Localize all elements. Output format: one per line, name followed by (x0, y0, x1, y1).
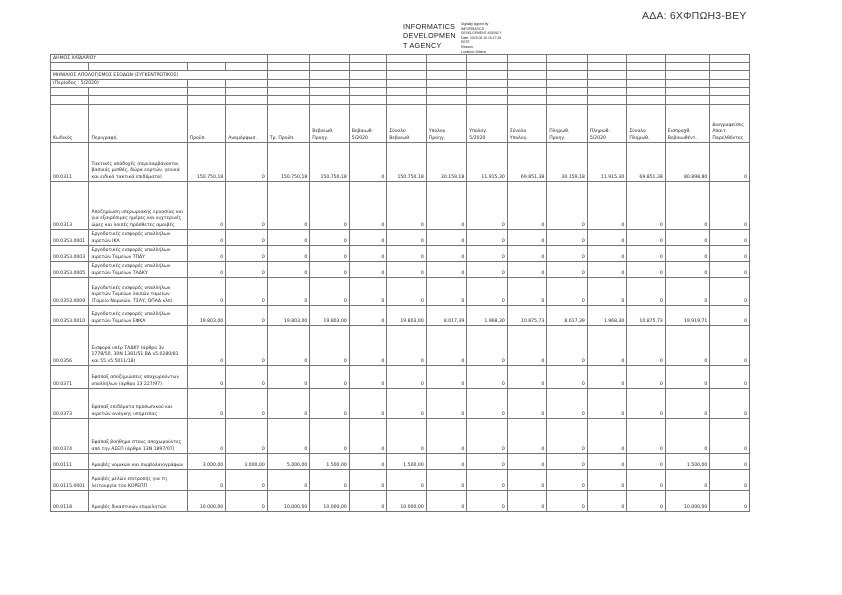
row-value: 3.000,00 (187, 454, 225, 470)
row-value: 0 (467, 326, 508, 366)
row-value: 150.750,18 (187, 143, 225, 182)
row-value: 0 (627, 470, 665, 491)
row-value: 0 (665, 262, 710, 278)
row-value: 0 (665, 366, 710, 389)
row-value: 0 (426, 246, 467, 262)
row-value: 0 (547, 182, 588, 230)
row-value: 0 (349, 262, 386, 278)
row-value: 0 (387, 182, 427, 230)
column-header: Σύνολο Πληρωθ. (627, 105, 665, 143)
column-header: Προϋπ. (187, 105, 225, 143)
row-value: 0 (587, 230, 627, 246)
row-value: 30.159,18 (426, 143, 467, 182)
row-value: 19.803,00 (187, 306, 225, 326)
meta-row-section (51, 71, 750, 80)
row-value: 0 (507, 182, 547, 230)
column-header: Διαγραφείσες Απαιτ. Παρελθόντος (710, 105, 750, 143)
row-value: 0 (710, 491, 750, 512)
row-value: 0 (310, 470, 350, 491)
row-value: 0 (267, 278, 310, 306)
row-value: 0 (387, 366, 427, 389)
column-header: Υπολογ. Προηγ. (426, 105, 467, 143)
row-value: 0 (507, 230, 547, 246)
row-value: 0 (710, 366, 750, 389)
row-description: Εργοδοτικές εισφορές υπαλλήλων αιρετών Ταμείων ΕΦΚΑ (89, 306, 187, 326)
row-value: 0 (349, 278, 386, 306)
row-value: 0 (710, 182, 750, 230)
signature-line: Digitally signed by (461, 22, 489, 26)
row-code: 00.0374 (51, 419, 89, 454)
row-value: 0 (507, 262, 547, 278)
row-value: 0 (426, 230, 467, 246)
row-value: 0 (547, 366, 588, 389)
row-value: 0 (467, 230, 508, 246)
row-value: 10.875,73 (627, 306, 665, 326)
row-value: 0 (310, 419, 350, 454)
table-row (51, 246, 750, 262)
column-header: Σύνολο Βεβαιωθ. (387, 105, 427, 143)
row-value: 0 (627, 278, 665, 306)
row-value: 0 (226, 182, 268, 230)
row-value: 0 (226, 326, 268, 366)
row-code: 00.0311 (51, 143, 89, 182)
row-code: 00.0373 (51, 389, 89, 419)
report-period: (Περίοδος : 5/2020) (51, 80, 188, 88)
row-value: 0 (627, 419, 665, 454)
row-value: 0 (187, 278, 225, 306)
revenue-report-table (50, 54, 750, 512)
row-value: 0 (267, 262, 310, 278)
row-value: 0 (665, 246, 710, 262)
row-value: 0 (587, 366, 627, 389)
row-value: 19.803,00 (387, 306, 427, 326)
row-value: 8.017,39 (426, 306, 467, 326)
row-value: 0 (547, 262, 588, 278)
row-value: 0 (349, 182, 386, 230)
row-description: Εισφορά υπέρ ΤΑΔΚΥ (άρθρο 3ν 1778/50, 30Ν 1381/51 ΒΔ ν5.0280/81 και 55 ν5.5011/18) (89, 326, 187, 366)
row-value: 0 (547, 470, 588, 491)
signature-line: EEST (461, 40, 470, 45)
row-code: 00.0353.0005 (51, 262, 89, 278)
row-description: Τακτικές αποδοχές (περιλαμβάνονται βασικός μισθός, δώρα εορτών, γενικά και ειδικά τακτικά επιδόματα) (89, 143, 187, 182)
row-value: 0 (467, 182, 508, 230)
column-header: Υπολογ. 5/2020 (467, 105, 508, 143)
row-value: 0 (587, 470, 627, 491)
row-value: 0 (710, 143, 750, 182)
row-value: 1.500,00 (387, 454, 427, 470)
table-row (51, 454, 750, 470)
row-value: 0 (226, 143, 268, 182)
row-value: 150.750,18 (387, 143, 427, 182)
row-value: 0 (267, 246, 310, 262)
row-value: 0 (627, 230, 665, 246)
column-header: Βεβαιωθ. Προηγ. (310, 105, 350, 143)
row-value: 0 (507, 389, 547, 419)
row-value: 0 (226, 278, 268, 306)
column-header: Περιγραφή (89, 105, 187, 143)
row-value: 0 (349, 366, 386, 389)
row-value: 0 (665, 470, 710, 491)
row-value: 0 (507, 491, 547, 512)
signature-line: Location: Athens (461, 49, 487, 54)
org-name: ΔΗΜΟΣ ΧΑΪΔΑΡΙΟΥ (51, 55, 268, 63)
row-value: 0 (665, 419, 710, 454)
row-value: 0 (349, 326, 386, 366)
row-value: 0 (467, 246, 508, 262)
row-value: 0 (187, 419, 225, 454)
row-value: 3.000,00 (226, 454, 268, 470)
row-value: 0 (426, 389, 467, 419)
row-value: 0 (349, 491, 386, 512)
row-value: 0 (710, 262, 750, 278)
row-value: 0 (627, 454, 665, 470)
row-description: Αμοιβές νομικών και συμβολαιογράφων (89, 454, 187, 470)
row-value: 0 (226, 262, 268, 278)
row-code: 00.0356 (51, 326, 89, 366)
row-value: 0 (507, 419, 547, 454)
row-value: 0 (426, 454, 467, 470)
row-description: Αμοιβές μελών επιτροπής για τη λειτουργία του ΚΟΡΕΠΠ (89, 470, 187, 491)
row-value: 0 (387, 389, 427, 419)
row-value: 10.000,00 (310, 491, 350, 512)
row-value: 69.851,38 (507, 143, 547, 182)
row-value: 0 (547, 278, 588, 306)
meta-row-org (51, 55, 750, 63)
row-value: 0 (467, 278, 508, 306)
row-value: 0 (226, 306, 268, 326)
row-description: Αμοιβές δικαστικών επιμελητών (89, 491, 187, 512)
row-value: 0 (349, 454, 386, 470)
row-value: 0 (587, 389, 627, 419)
row-value: 0 (267, 389, 310, 419)
row-value: 10.875,73 (507, 306, 547, 326)
row-value: 0 (587, 491, 627, 512)
row-value: 0 (547, 389, 588, 419)
row-value: 0 (267, 470, 310, 491)
row-value: 0 (267, 230, 310, 246)
row-value: 0 (627, 262, 665, 278)
row-value: 0 (349, 143, 386, 182)
row-value: 0 (226, 389, 268, 419)
row-value: 0 (587, 262, 627, 278)
row-value: 0 (387, 419, 427, 454)
row-description: Εφάπαξ βοήθημα στους αποχωρούντες από την ΑΣΕΠ (άρθρο 13Ν 1897/07) (89, 419, 187, 454)
row-code: 00.0353.0009 (51, 278, 89, 306)
row-value: 0 (310, 366, 350, 389)
row-value: 0 (507, 246, 547, 262)
column-header: Τρ. Προϋπ. (267, 105, 310, 143)
signature-line: Reason: (461, 44, 474, 49)
row-value: 0 (710, 454, 750, 470)
row-value: 10.000,00 (267, 491, 310, 512)
row-description: Αποζημίωση υπερωριακής εργασίας και για εξαιρέσιμες ημέρες και νυχτερινές ώρες και λοιπές πρόσθετες αμοιβές (89, 182, 187, 230)
row-code: 00.0353.0003 (51, 246, 89, 262)
row-value: 0 (349, 470, 386, 491)
row-value: 19.803,00 (310, 306, 350, 326)
row-value: 0 (710, 278, 750, 306)
row-description: Εφάπαξ αποζημιώσεις αποχωρούντων υπαλλήλων (άρθρο 13 227/97) (89, 366, 187, 389)
ada-code: ΑΔΑ: 6ΧΦΠΩΗ3-ΒΕΥ (642, 10, 747, 22)
row-value: 0 (349, 246, 386, 262)
spacer-row (51, 88, 750, 96)
row-description: Εργοδοτικές εισφορές υπαλλήλων αιρετών ΙΚΑ (89, 230, 187, 246)
row-value: 30.159,18 (547, 143, 588, 182)
row-value: 0 (310, 182, 350, 230)
row-value: 0 (710, 246, 750, 262)
row-value: 0 (187, 366, 225, 389)
table-row (51, 306, 750, 326)
row-value: 0 (226, 470, 268, 491)
row-description: Εργοδοτικές εισφορές υπαλλήλων αιρετών Ταμείων λοιπών ταμείων (Ταμείο Νομικών, ΤΣΑΥ, ΟΠΑΔ κλπ) (89, 278, 187, 306)
row-value: 0 (226, 491, 268, 512)
row-value: 0 (587, 278, 627, 306)
row-code: 00.0115.0001 (51, 470, 89, 491)
row-value: 0 (710, 470, 750, 491)
row-value: 0 (547, 454, 588, 470)
row-value: 0 (310, 262, 350, 278)
logo-line: T AGENCY (403, 40, 442, 50)
signature-line: Date: 2020.06.15 15:17:26 (461, 35, 502, 40)
row-value: 0 (187, 326, 225, 366)
row-value: 0 (547, 491, 588, 512)
signature-line: DEVELOPMENT AGENCY (461, 31, 502, 36)
row-value: 0 (627, 366, 665, 389)
row-value: 0 (467, 470, 508, 491)
row-value: 0 (267, 366, 310, 389)
row-value: 0 (467, 262, 508, 278)
row-value: 0 (426, 470, 467, 491)
column-header: Πληρωθ. 5/2020 (587, 105, 627, 143)
column-header: Κωδικός (51, 105, 89, 143)
row-value: 1.968,30 (467, 306, 508, 326)
row-value: 19.919,71 (665, 306, 710, 326)
row-value: 0 (187, 246, 225, 262)
row-value: 0 (310, 326, 350, 366)
row-value: 0 (267, 419, 310, 454)
table-row (51, 389, 750, 419)
row-value: 0 (627, 326, 665, 366)
row-value: 0 (665, 278, 710, 306)
spacer-row (51, 63, 750, 71)
row-value: 0 (627, 491, 665, 512)
row-value: 10.000,00 (187, 491, 225, 512)
column-header: Βεβαιωθ. 5/2020 (349, 105, 386, 143)
row-value: 11.915,30 (587, 143, 627, 182)
row-value: 0 (587, 454, 627, 470)
row-value: 0 (587, 326, 627, 366)
row-value: 0 (187, 182, 225, 230)
column-header: Σύνολο Υπολογ. (507, 105, 547, 143)
row-value: 0 (467, 419, 508, 454)
column-header: Αναμόρφωσ. (226, 105, 268, 143)
row-value: 150.750,18 (310, 143, 350, 182)
table-row (51, 143, 750, 182)
table-row (51, 366, 750, 389)
row-value: 0 (587, 246, 627, 262)
report-title: ΜΗΝΙΑΙΟΣ ΑΠΟΛΟΓΙΣΜΟΣ ΕΣΟΔΩΝ (ΣΥΓΚΕΝΤΡΩΤΙΚΟΣ) (51, 71, 268, 80)
row-value: 0 (665, 182, 710, 230)
row-code: 00.0313 (51, 182, 89, 230)
row-value: 0 (426, 366, 467, 389)
row-value: 0 (547, 419, 588, 454)
row-value: 0 (426, 326, 467, 366)
row-value: 10.000,00 (665, 491, 710, 512)
row-value: 0 (426, 491, 467, 512)
row-value: 0 (387, 470, 427, 491)
row-value: 0 (547, 246, 588, 262)
agency-logo (403, 22, 456, 50)
row-description: Εργοδοτικές εισφορές υπαλλήλων αιρετών Ταμείων ΤΠΔΥ (89, 246, 187, 262)
row-value: 0 (310, 389, 350, 419)
row-value: 0 (349, 419, 386, 454)
table-row (51, 491, 750, 512)
row-value: 0 (710, 306, 750, 326)
row-value: 0 (547, 230, 588, 246)
row-value: 0 (226, 230, 268, 246)
row-code: 00.0353.0001 (51, 230, 89, 246)
row-code: 00.0371 (51, 366, 89, 389)
row-description: Εφάπαξ επιδόματα προσωπικού και αιρετών ανάγκης υπηρεσίας (89, 389, 187, 419)
row-value: 0 (310, 246, 350, 262)
row-value: 0 (387, 278, 427, 306)
row-value: 0 (547, 326, 588, 366)
row-value: 0 (710, 230, 750, 246)
row-value: 0 (467, 389, 508, 419)
logo-line: DEVELOPMEN (403, 31, 456, 41)
row-value: 0 (627, 389, 665, 419)
row-value: 1.500,00 (310, 454, 350, 470)
row-value: 0 (507, 366, 547, 389)
table-row (51, 470, 750, 491)
row-value: 69.851,38 (627, 143, 665, 182)
row-value: 0 (226, 419, 268, 454)
row-value: 0 (267, 326, 310, 366)
table-row (51, 326, 750, 366)
row-description: Εργοδοτικές εισφορές υπαλλήλων αιρετών Ταμείων ΤΑΔΚΥ (89, 262, 187, 278)
row-value: 0 (349, 389, 386, 419)
row-value: 0 (310, 278, 350, 306)
row-value: 0 (310, 230, 350, 246)
row-code: 00.0111 (51, 454, 89, 470)
row-value: 1.500,00 (665, 454, 710, 470)
column-header-row (51, 105, 750, 143)
logo-line: INFORMATICS (403, 22, 456, 31)
meta-row-period (51, 80, 750, 88)
row-value: 0 (710, 326, 750, 366)
row-value: 0 (387, 246, 427, 262)
row-value: 0 (587, 419, 627, 454)
row-value: 0 (507, 278, 547, 306)
table-row (51, 182, 750, 230)
row-value: 0 (387, 326, 427, 366)
row-value: 0 (187, 389, 225, 419)
row-value: 0 (587, 182, 627, 230)
row-value: 0 (665, 230, 710, 246)
row-value: 0 (710, 419, 750, 454)
row-value: 0 (467, 454, 508, 470)
row-code: 00.0353.0010 (51, 306, 89, 326)
row-value: 0 (349, 306, 386, 326)
row-value: 0 (507, 470, 547, 491)
row-value: 0 (187, 262, 225, 278)
column-header: Πληρωθ. Προηγ. (547, 105, 588, 143)
row-value: 80.898,80 (665, 143, 710, 182)
spacer-row (51, 96, 750, 105)
row-value: 0 (387, 262, 427, 278)
row-value: 0 (627, 182, 665, 230)
column-header: Εισπραχθ. Βεβαιωθέντ. (665, 105, 710, 143)
row-value: 0 (426, 419, 467, 454)
row-value: 0 (467, 491, 508, 512)
row-value: 0 (349, 230, 386, 246)
row-value: 0 (187, 470, 225, 491)
digital-signature (461, 22, 502, 54)
row-value: 0 (426, 262, 467, 278)
row-value: 1.968,30 (587, 306, 627, 326)
row-value: 8.017,39 (547, 306, 588, 326)
row-value: 0 (507, 326, 547, 366)
row-value: 0 (387, 230, 427, 246)
row-value: 0 (665, 326, 710, 366)
row-value: 5.000,00 (267, 454, 310, 470)
row-code: 00.0118 (51, 491, 89, 512)
table-row (51, 230, 750, 246)
row-value: 0 (507, 454, 547, 470)
signature-line: INFORMATICS (461, 26, 485, 31)
row-value: 0 (267, 182, 310, 230)
table-row (51, 278, 750, 306)
row-value: 0 (710, 389, 750, 419)
row-value: 10.000,00 (387, 491, 427, 512)
row-value: 150.750,18 (267, 143, 310, 182)
table-row (51, 262, 750, 278)
row-value: 0 (467, 366, 508, 389)
row-value: 11.915,30 (467, 143, 508, 182)
row-value: 0 (226, 246, 268, 262)
row-value: 0 (627, 246, 665, 262)
row-value: 0 (665, 389, 710, 419)
row-value: 19.803,00 (267, 306, 310, 326)
row-value: 0 (426, 182, 467, 230)
table-row (51, 419, 750, 454)
row-value: 0 (187, 230, 225, 246)
row-value: 0 (226, 366, 268, 389)
row-value: 0 (426, 278, 467, 306)
